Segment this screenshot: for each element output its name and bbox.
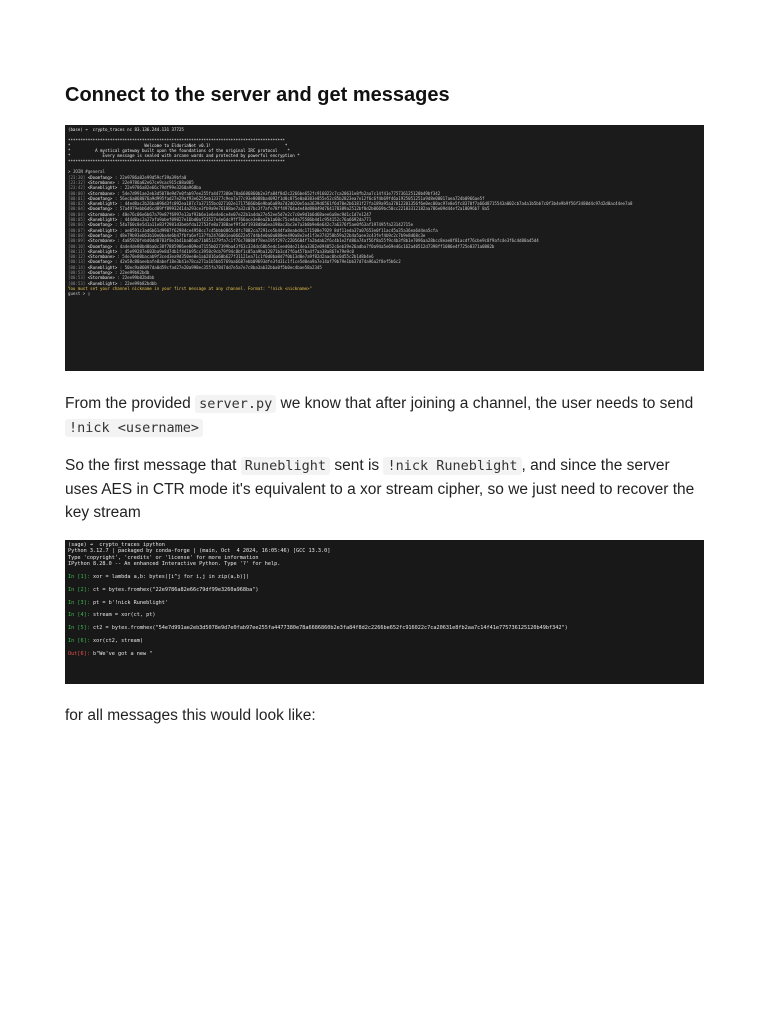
ipython-banner-1: Python 3.12.7 | packaged by conda-forge | (main, Oct 4 2024, 16:05:46) [GCC 13.3.0] bbox=[68, 548, 331, 555]
banner-desc-2: * Every message is sealed with arcane wards and protected by powerful encryption * bbox=[68, 153, 300, 159]
ciphertext: : 22e9786a82e66c79df99e3260a968ba bbox=[117, 185, 202, 191]
para2-text-3: , and since the server uses AES in CTR mode it's equivalent to a xor stream cipher, so we just need to recover the key stream bbox=[65, 457, 695, 521]
cell-code: xor(ct2, stream) bbox=[93, 638, 143, 644]
timestamp: [23:30] bbox=[68, 174, 88, 180]
nickname: <Doomfang> bbox=[87, 232, 113, 238]
paragraph-all-messages: for all messages this would look like: bbox=[65, 707, 316, 724]
ipython-cells bbox=[68, 574, 701, 651]
nickname: <Stormbane> bbox=[87, 275, 115, 281]
nickname: <Doomfang> bbox=[87, 174, 113, 180]
join-command: > JOIN #general bbox=[68, 169, 105, 175]
inline-code-nick-command: !nick <username> bbox=[65, 419, 203, 437]
ciphertext: : 4a85920febd0dd0703f8e3b41ba06ab71b851379fa7c1f76c70080f78ea195f297c2205604f7a2bdab2f6c4b1e2fd86a74af56f8a55f9c4b3f8b1e7096aa28bcc8eae8f81acdf76cbe9c8f9afc4e3f6c4d80a45d4 bbox=[114, 238, 539, 244]
nickname: <Stormbane> bbox=[87, 238, 115, 244]
terminal-screenshot-netcat bbox=[65, 125, 704, 371]
inline-code-runeblight: Runeblight bbox=[241, 457, 330, 475]
ciphertext: : 22e9786a82e99d59cf39a39bfa0 bbox=[112, 174, 187, 180]
nickname: <Runeblight> bbox=[87, 185, 118, 191]
para2-text-1: So the first message that bbox=[65, 457, 241, 474]
inline-code-nick-runeblight: !nick Runeblight bbox=[383, 457, 521, 475]
nickname: <Runeblight> bbox=[87, 201, 118, 207]
paragraph-xor-explanation bbox=[65, 454, 705, 524]
ciphertext: : 48e79b93eb63b10e0ba4e6b47fbfa6ef137fb2476001ea06622e57d4b4e0a0a888ee490a8e2e41f3e374250b59a22b4a5aee3c43fef4b9c2c7b9e8d68c3e bbox=[112, 232, 426, 238]
out-prompt: Out[6]: bbox=[68, 650, 93, 657]
in-prompt: In [5]: bbox=[68, 625, 93, 632]
ciphertext: : 22ee99b82bdbb bbox=[117, 280, 157, 286]
nick-notice: You must set your channel nickname in your first message at any channel. Format: "!nick <nickname>" bbox=[68, 285, 312, 291]
nickname: <Runeblight> bbox=[87, 248, 118, 254]
ciphertext: : 22e9786a82e67ce9cac915c08a085 bbox=[114, 179, 194, 185]
ciphertext: : 444d0ac2a27afa9abef09827e16bd0af23527e4e6dc9ff766ace3e8ea2b1a60c75ce4da75586b4d1c954152c76a6692da771 bbox=[117, 217, 372, 223]
nickname: <Stormbane> bbox=[87, 254, 115, 260]
cell-code: xor = lambda a,b: bytes([i^j for i,j in zip(a,b)]) bbox=[93, 574, 250, 581]
ciphertext: : 50ec9a86097da0d59cfad27e20a998ec355fa7847dd7e5a7e7c8ba3ab32bba0f5b0ec4bae58a2345 bbox=[117, 264, 322, 270]
in-prompt: In [4]: bbox=[68, 612, 93, 619]
para1-text-2: we know that after joining a channel, the user needs to send bbox=[276, 395, 694, 412]
in-prompt: In [3]: bbox=[68, 599, 93, 606]
ciphertext: : 54e70e80bacab9f3ced3ea9d350ee0e1ab2816a60b627f31121ea71c1f0d0ba0d7f0b13d0e7a9f82d2aac0bc0d55c2b1d8b4e6 bbox=[114, 254, 374, 260]
banner-border-bottom: **************************************************************************************** bbox=[68, 158, 285, 164]
terminal-screenshot-ipython bbox=[65, 540, 704, 684]
timestamp: [00:02] bbox=[68, 201, 88, 207]
inline-code-server-py: server.py bbox=[195, 395, 276, 413]
ipython-output bbox=[68, 651, 701, 657]
para1-text-1: From the provided bbox=[65, 395, 196, 412]
timestamp: [00:53] bbox=[68, 275, 88, 281]
guest-prompt: guest > ▯ bbox=[68, 291, 91, 297]
nickname: <Stormbane> bbox=[87, 179, 115, 185]
timestamp: [00:05] bbox=[68, 217, 88, 223]
timestamp: [23:32] bbox=[68, 179, 88, 185]
nickname: <Doomfang> bbox=[87, 195, 113, 201]
nickname: <Runeblight> bbox=[87, 227, 118, 233]
cell-code: ct = bytes.fromhex("22e9786a82e66c79df99e3260a968ba") bbox=[93, 586, 259, 593]
banner-desc-1: * A mystical gateway built upon the foundations of the original IRC protocol * bbox=[68, 148, 290, 154]
in-prompt: In [2]: bbox=[68, 586, 93, 593]
timestamp: [00:00] bbox=[68, 190, 88, 196]
nickname: <Stormbane> bbox=[87, 211, 115, 217]
out-value: b"We've got a new " bbox=[93, 650, 153, 657]
nickname: <Doomfang> bbox=[87, 243, 113, 249]
nickname: <Doomfang> bbox=[87, 206, 113, 212]
timestamp: [00:12] bbox=[68, 254, 88, 260]
ciphertext: : ae0591c3ad6b61d9907f62984ce4950cc7c45bbb0865c0fc7082ca7291ce5b44fa8eabd4c171508e7929 8df11eda37a07653e0f11ac45a35a36ea6d4ea5cfa bbox=[117, 227, 438, 233]
cell-code: ct2 = bytes.fromhex("54e7d991ae2eb3d5078e9d7e0fab97ee255fa4477380e78a6686860b2e3fa84f8d2c2266be652fc916022c7ca20631e8fb2aa7c14f41e775736125120b49bf342") bbox=[93, 625, 568, 632]
ciphertext: : 4a4e4de80bd0ba0c38f7885986ee809ed7155b027399ba43f63c334dc60b5edc1eed0de214ea3382e094052c6eb39e26adba7f0a94a5e69e46c162a40512d7398ff1086e4f725e0371a0882b bbox=[112, 243, 495, 249]
timestamp: [00:08] bbox=[68, 232, 88, 238]
paragraph-server-py bbox=[65, 392, 705, 440]
section-heading: Connect to the server and get messages bbox=[65, 84, 450, 106]
in-prompt: In [1]: bbox=[68, 574, 93, 581]
banner-border-top: **************************************************************************************** bbox=[68, 137, 285, 143]
nickname: <Doomfang> bbox=[87, 259, 113, 265]
ciphertext: : 54a760c8e5d1a11e83f2981d3bebfda12753fe8a7388aef9f3df1938d8a6ea198ac3bc3e7a3b8b9e8e642c7a6376f5ae0f63af197495fa23142715e bbox=[112, 222, 414, 228]
ciphertext: : 56ec6a068076a9d995fad27e29af93e6255eb13377c9ea7a77c93e8088ba4092f1d8c875e0a0383e855e52c85b2823ea7e12f6c6f4b69f46a1925051251a9d8e00017aea724b0966ae5f bbox=[112, 195, 485, 201]
ciphertext: : 22ee99b82bdbb bbox=[114, 275, 155, 281]
cell-code: stream = xor(ct, pt) bbox=[93, 612, 156, 619]
timestamp: [00:07] bbox=[68, 227, 88, 233]
nickname: <Runeblight> bbox=[87, 217, 118, 223]
ipython-banner-3: IPython 8.28.0 -- An enhanced Interactive Python. Type '?' for help. bbox=[68, 561, 281, 568]
ciphertext: : 42e58c80aeebafe8abef18e3b41e78ca271a1b5bb5769aa6687ebb09693dfe3fd31c1f1ce5d0ea9a7e14af79b79e1bb37d74a96a2f8ef5b6c2 bbox=[112, 259, 401, 265]
ciphertext: : 22ee99b82bdb bbox=[112, 270, 150, 276]
timestamp: [00:14] bbox=[68, 264, 88, 270]
nickname: <Runeblight> bbox=[87, 264, 118, 270]
nickname: <Doomfang> bbox=[87, 270, 113, 276]
cell-code: pt = b'!nick Runeblight' bbox=[93, 599, 168, 606]
ciphertext: : 54e7d991ae2eb3d5078e9d7e0fab97ee255fa4477380e78a6686860b2e3fa84f8d2c2266be652fc916022c7ca20631e8fb2aa7c14f41e775736125120b49bf342 bbox=[114, 190, 441, 196]
ciphertext: : 48e76c06e6b67a79e87f6997e13af93b6e1e6e4e6ce4e07e22b1a4da27e52ee5d7e2c7c0e9d1b6d68aee6a8ec9d1c1d7e1247 bbox=[114, 211, 372, 217]
terminal-prompt: (base) ➜ crypto_traces nc 83.136.244.131 37725 bbox=[68, 127, 184, 132]
ciphertext: : 44ed8ac2b26ba096d3fc092ea187c7a37155bc027102e17175666b6e9ba6a89a7d2d020e5aa3639d6561f6d70e2b6181f27fa189a95a37012201356f6e0ec00ac97e8e5fc8370f7a66d8715543a002cb7a4a1b5bb7c0f3b4e9b9f56f3480d4c97d2d0ac44ee7a8 bbox=[117, 201, 633, 207]
timestamp: [00:53] bbox=[68, 270, 88, 276]
ipython-shell-prompt: (sage) ➜ crypto_traces ipython bbox=[68, 542, 165, 548]
timestamp: [00:09] bbox=[68, 238, 88, 244]
ciphertext: : 45e99287e603ba9e8d7db1f4d1b95cc3950c9cb79f94c8bf1c05aa9ba12071b3cd7f6a457ba4f7aa38a867e79e9c0 bbox=[117, 248, 354, 254]
timestamp: [00:01] bbox=[68, 195, 88, 201]
timestamp: [00:11] bbox=[68, 248, 88, 254]
timestamp: [00:10] bbox=[68, 243, 88, 249]
in-prompt: In [6]: bbox=[68, 638, 93, 644]
timestamp: [00:53] bbox=[68, 280, 88, 286]
banner-welcome: * Welcome to EldoriaNet v0.1! * bbox=[68, 142, 288, 148]
timestamp: [00:06] bbox=[68, 222, 88, 228]
nickname: <Doomfang> bbox=[87, 222, 113, 228]
timestamp: [00:04] bbox=[68, 206, 88, 212]
timestamp: [23:42] bbox=[68, 185, 88, 191]
ciphertext: : 57a4979ebb6d6cd89ff89932414a293ce3fb9a9e76188ae7a32c07bc3f7afe78ff49764a4e48d88049d764178389a2512bf8d2b0669bc50cc22183312182aa786e09d44ef2a18096b7 8a5 bbox=[112, 206, 490, 212]
ipython-banner-2: Type 'copyright', 'credits' or 'license' for more information bbox=[68, 554, 259, 561]
message-list bbox=[68, 175, 701, 286]
nickname: <Runeblight> bbox=[87, 280, 118, 286]
timestamp: [00:13] bbox=[68, 259, 88, 265]
para2-text-2: sent is bbox=[330, 457, 384, 474]
timestamp: [00:04] bbox=[68, 211, 88, 217]
nickname: <Stormbane> bbox=[87, 190, 115, 196]
